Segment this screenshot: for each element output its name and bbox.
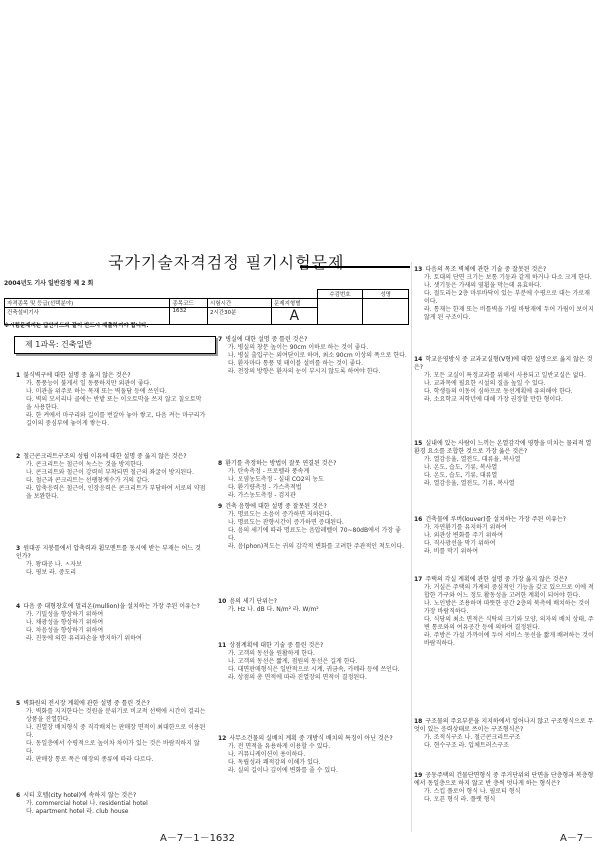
question-7 [218,336,408,376]
answer-option: 가. 왕대공 나. ㅅ자보 [26,561,82,568]
question-13 [414,266,594,322]
answer-option: 라. 한 켜에서 마구리와 길이를 번갈아 놓아 쌓고, 다음 켜는 마구리가 길이의 중심부에 놓이게 쌓는다. [26,412,206,427]
answer-option: 나. 교과목에 필요한 시설의 질을 높일 수 있다. [424,380,546,387]
question-number: 8 [218,460,223,467]
question-text [218,735,408,743]
answer-option: 라. 열감응율, 열전도, 기류, 복사열 [424,480,515,487]
page-footer-left: A－7－1－1632 [160,833,236,844]
question-number: 4 [16,603,21,610]
question-2 [16,453,206,501]
answer-option: 다. 식당의 최소 면적은 식탁의 크기와 모양, 의자의 배치 상태, 주변 통로와의 여유공간 등에 의하여 결정된다. [424,616,594,631]
answer-option: 다. 대면판매형식은 일반적으로 시계, 귀금속, 카메라 등에 쓰인다. [228,666,400,673]
question-1 [16,372,206,428]
question-6 [16,792,206,816]
question-9 [218,503,408,551]
question-10 [218,598,408,614]
answer-option: 라. 실의 길이나 깊이에 변화를 줄 수 있다. [228,767,338,774]
question-text [414,440,594,456]
answer-option: 나. 외관상 변화를 주기 위하여 [424,532,504,539]
answer-option: 가. 벽화를 지지한다는 것원을 분위기로 비교적 선택에 시간이 걸리는 상품을 진열한다. [26,708,206,723]
answer-option: 라. 음(phon)척도는 귀의 감각적 변화를 고려한 주관적인 척도이다. [228,543,405,550]
answer-option: 다. 동일층에서 수평적으로 높이차 차이가 있는 것은 바람직하지 않다. [26,740,200,755]
question-number: 3 [16,545,21,552]
question-number: 12 [218,735,227,742]
answer-option: 나. 샛기둥은 가새의 옆휨을 막는데 유효하다. [424,282,542,289]
question-stem: 사무소건물의 실배치 계획 중 개방식 배치의 특징이 아닌 것은? [229,735,393,742]
question-stem: 공동주택의 건물단면형식 중 주거단위의 단면을 단층형과 복층형에서 동일층으로 하지 않고 반 층씩 엇나게 하는 형식은? [414,772,594,787]
question-text [16,545,206,561]
page-footer-right: A－7－ [560,833,594,844]
title-rule [300,266,410,268]
exam-title: 국가기술자격검정 필기시험문제 [108,253,345,272]
question-text [218,503,408,511]
answer-option: 가. commercial hotel 나. residential hotel [26,800,148,807]
question-stem: 벽화원의 전시장 계획에 관한 설명 중 틀린 것은? [23,700,150,707]
answer-option: 가. 자연환기를 유지하기 위하여 [424,524,507,531]
question-stem: 원대공 지붕틀에서 압축력과 휨모멘트를 동시에 받는 부재는 어느 것인가? [16,545,201,560]
exam-info-table [4,289,409,325]
question-number: 14 [414,356,423,363]
value-time: 2시간30분 [208,308,272,325]
question-text [218,642,408,650]
question-stem: 다음의 목조 벽체에 관한 기술 중 잘못된 것은? [425,266,547,273]
answer-option: 다. 벽의 모서리나 골에는 반밭 또는 이오토막을 쓰지 않고 칠오토막을 사용한다. [26,396,202,411]
question-number: 5 [16,700,21,707]
answer-option: 가. 병실의 창문 높이는 90cm 이하로 하는 것이 좋다. [228,344,369,351]
question-stem: 병실에 대한 설명 중 틀린 것은? [225,336,308,343]
answer-option: 가. 토대의 단면 크기는 보통 기둥과 같게 하거나 다소 크게 한다. [424,274,592,281]
question-stem: 시티 호텔(city hotel)에 속하지 않는 것은? [23,792,137,799]
answer-option: 가. 탄속측정 - 프로펠라 풍속계 [228,468,310,475]
answer-option: 나. 커뮤니케이션이 용이하다. [228,751,306,758]
answer-option: 가. 통풍능이 불게서 일 동풍하지만 외관이 좋다. [26,380,152,387]
question-text [414,356,594,372]
question-3 [16,545,206,577]
question-8 [218,460,408,500]
question-14 [414,356,594,404]
question-number: 9 [218,503,223,510]
label-code: 종목코드 [170,299,208,308]
question-number: 10 [218,598,227,605]
question-text [414,718,594,734]
question-number: 2 [16,453,21,460]
question-11 [218,642,408,682]
answer-option: 라. 상점의 총 면적에 따라 진열장의 면적이 결정된다. [228,674,367,681]
question-16 [414,516,594,556]
answer-option: 라. 압축응력은 철근이, 인장응력은 콘크리트가 부담하여 서로의 약점을 보완한다. [26,485,206,500]
label-field: 자격종목 및 등급(선택분야) [5,299,170,308]
value-type: A [271,308,317,325]
name-box[interactable] [363,299,409,325]
answer-option: 다. 평보 라. 중도리 [26,569,77,576]
question-text [16,603,206,611]
question-4 [16,603,206,643]
label-type: 문제지형별 [271,299,317,308]
column-divider [411,262,412,832]
label-number: 수검번호 [317,290,363,299]
question-stem: 환기를 측정하는 방법이 잘못 연결된 것은? [225,460,337,467]
question-text [16,453,206,461]
question-17 [414,576,594,648]
question-text [414,516,594,524]
exam-subtitle: 2004년도 기사 일반검정 제 2 회 [4,280,94,287]
answer-option: 다. 현수구조 라. 입체트러스구조 [424,742,509,749]
question-number: 1 [16,372,21,379]
question-12 [218,735,408,775]
answer-option: 나. 고객의 동선은 짧게, 점원의 동선은 길게 한다. [228,658,358,665]
answer-option: 나. 온도, 습도, 기류, 복사열 [424,464,498,471]
answer-option: 다. 음의 세기에 따라 명료도는 음압레벨이 70~80dB에서 가장 좋다. [228,527,401,542]
question-stem: 구조물의 주요부분을 지지하에서 일어나지 않고 구조형식으로 무엇이 있는 응력상태로 쓰이는 구조형식은? [414,718,594,733]
answer-option: 라. 판매장 통로 폭은 매장의 종류에 따라 다르다. [26,756,154,763]
question-text [16,792,206,800]
answer-option: 나. 미관을 위주로 하는 목재 또는 벽돌담 등에 쓰인다. [26,388,167,395]
answer-option: 라. 가스농도측정 - 검지관 [228,492,296,499]
question-number: 15 [414,440,423,447]
question-stem: 건축물에 루버(louver)를 설치하는 가장 주된 이유는? [425,516,566,523]
exam-notice: ※시험문제지는 답안카드와 같이 반드시 제출하여야 합니다. [4,323,149,329]
answer-option: 가. 고객의 동선을 원활하게 한다. [228,650,315,657]
answer-option: 다. apartment hotel 라. club house [26,808,129,815]
question-number: 16 [414,516,423,523]
question-stem: 주택의 각실 계획에 관한 설명 중 가장 옳지 않은 것은? [425,576,568,583]
answer-option: 가. 열감응율, 열전도, 대류율, 복사열 [424,456,521,463]
question-text [16,700,206,708]
answer-option: 나. 병실 출입구는 외여닫이로 하며, 최소 90cm 이상의 폭으로 한다. [228,352,407,359]
question-number: 7 [218,336,223,343]
answer-option: 가. 기밀성을 향상하기 위하여 [26,611,104,618]
answer-option: 다. 독립성과 쾌적감의 이해가 있다. [228,759,321,766]
answer-option: 가. Hz 나. dB 다. N/m² 라. W/m² [228,606,319,613]
question-stem: 건축 음향에 대한 설명 중 잘못된 것은? [225,503,327,510]
answer-option: 가. 전 면적을 유용하게 이용할 수 있다. [228,743,331,750]
number-box[interactable] [317,299,363,325]
question-text [414,266,594,274]
value-code: 1632 [170,308,208,325]
answer-option: 다. 오픈 형식 라. 플랫 형식 [424,796,496,803]
question-15 [414,440,594,488]
question-number: 11 [218,642,227,649]
answer-option: 다. 절도리는 2층 마루바닥이 있는 부분에 수평으로 대는 가로재이다. [424,290,590,305]
answer-option: 다. 차음성을 향상하기 위하여 [26,627,104,634]
question-text [218,336,408,344]
question-text [218,460,408,468]
answer-option: 다. 직사광선을 막기 위하여 [424,540,496,547]
answer-option: 나. 노인방은 조용하며 따뜻한 공간 2층의 북측에 배치하는 것이 가장 바람직하다. [424,600,590,615]
answer-option: 라. 통재는 한재 또는 비틀벽을 가릴 바탕재에 두어 가림이 보이지 않게 된 구조이다. [424,306,594,321]
question-stem: 학교운영방식 중 교과교실형(V형)에 대한 설명으로 옳지 않은 것은? [414,356,593,371]
answer-option: 나. 명료도는 잔향시간이 증가하면 증대된다. [228,519,344,526]
question-5 [16,700,206,764]
question-text [414,576,594,584]
answer-option: 가. 조적식구조 나. 철근콘크리트구조 [424,734,521,741]
question-19 [414,772,594,804]
answer-option: 라. 진동에 의한 유리파손을 방지하기 위하여 [26,635,142,642]
question-number: 17 [414,576,423,583]
question-stem: 철근콘크리트구조의 성립 이유에 대한 설명 중 옳지 않은 것은? [23,453,187,460]
answer-option: 라. 주방은 가설 가까이에 두어 서비스 동선을 짧게 배려하는 것이 바람직하다. [424,632,594,647]
question-text [414,772,594,788]
question-number: 18 [414,718,423,725]
answer-option: 가. 거실은 주택의 가계의 중심적인 기능을 갖고 있으므로 이에 적합한 가구와 어느 정도 활동성을 고려한 계획이 되어야 한다. [424,584,594,599]
question-number: 13 [414,266,423,273]
subject-title: 제 1과목: 건축일반 [14,336,216,354]
answer-option: 다. 학생들의 이동이 심하므로 동선계획에 유의해야 한다. [424,388,573,395]
question-text [218,598,408,606]
answer-option: 라. 소요학교 저학년에 대해 가장 권장할 만한 형이다. [424,396,563,403]
answer-option: 나. 오염농도측정 - 실내 CO2의 농도 [228,476,324,483]
answer-option: 라. 천장의 방향은 환자의 눈이 부시지 않도록 하여야 한다. [228,368,381,375]
question-stem: 음의 세기 단위는? [229,598,277,605]
answer-option: 다. 환기량측정 - 가스측적법 [228,484,302,491]
answer-option: 나. 채광성을 향상하기 위하여 [26,619,104,626]
answer-option: 가. 콘크리트는 철근이 녹스는 것을 방지한다. [26,461,144,468]
answer-option: 가. 모든 교실이 특정교과를 위해서 사용되고 일반교실은 없다. [424,372,587,379]
question-18 [414,718,594,750]
value-field: 건축설비기사 [5,308,170,325]
answer-option: 다. 온도, 습도, 기류, 대류열 [424,472,498,479]
answer-option: 다. 철근과 콘크리트는 선팽창계수가 거의 같다. [26,477,150,484]
answer-option: 나. 콘크리트와 철근이 강력히 부착되면 철근의 좌굴이 방지된다. [26,469,194,476]
label-time: 시험시간 [208,299,272,308]
label-name: 성명 [363,290,409,299]
question-stem: 실내에 있는 사람이 느끼는 온열감각에 영향을 미치는 물리적 열환경 요소를 조합한 것으로 가장 옳은 것은? [414,440,592,455]
question-stem: 상점계획에 대한 기술 중 틀린 것은? [229,642,324,649]
question-number: 6 [16,792,21,799]
answer-option: 가. 스킵 플로어 형식 나. 필로티 형식 [424,788,521,795]
question-text [16,372,206,380]
question-stem: 불식벽구에 대한 설명 중 옳지 않은 것은? [23,372,131,379]
answer-option: 다. 환자마다 통풍 및 테이블 설비를 하는 것이 좋다. [228,360,363,367]
answer-option: 나. 진열장 배치형식 중 직각배치는 판매장 면적이 최대한으로 이용된다. [26,724,206,739]
answer-option: 라. 비를 막기 위하여 [424,548,478,555]
question-number: 19 [414,772,423,779]
answer-option: 가. 명료도는 소음이 증가하면 저하된다. [228,511,333,518]
question-stem: 다음 중 대형창호에 멀리온(mullion)을 설치하는 가장 주된 이유는? [23,603,200,610]
